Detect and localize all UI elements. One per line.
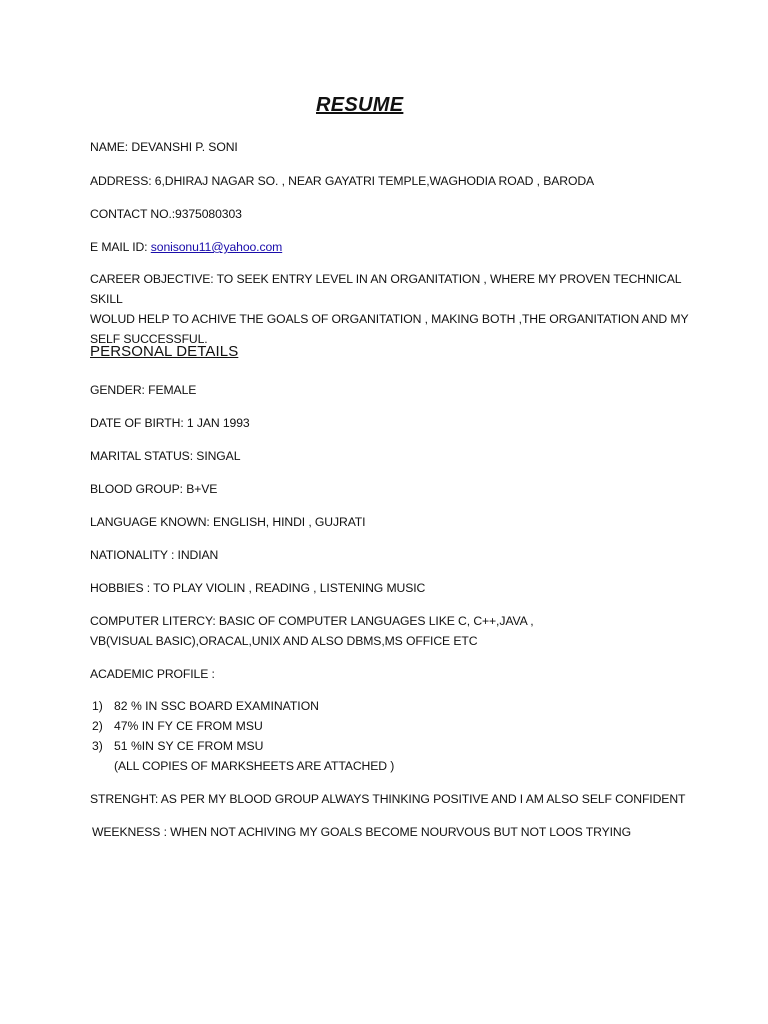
academic-note: (ALL COPIES OF MARKSHEETS ARE ATTACHED ) — [114, 759, 395, 773]
strength-line: STRENGHT: AS PER MY BLOOD GROUP ALWAYS THINKING POSITIVE AND I AM ALSO SELF CONFIDENT — [90, 792, 686, 806]
page-title: RESUME — [316, 94, 404, 116]
list-number: 1) — [92, 699, 103, 713]
list-number: 3) — [92, 739, 103, 753]
academic-profile-heading: ACADEMIC PROFILE : — [90, 667, 215, 681]
computer-literacy-line: COMPUTER LITERCY: BASIC OF COMPUTER LANGUAGES LIKE C, C++,JAVA , — [90, 614, 534, 628]
email-label: E MAIL ID: — [90, 240, 151, 254]
academic-item — [92, 716, 263, 736]
academic-item-text: 82 % IN SSC BOARD EXAMINATION — [114, 699, 319, 713]
academic-item-text: 47% IN FY CE FROM MSU — [114, 719, 263, 733]
computer-literacy-line: VB(VISUAL BASIC),ORACAL,UNIX AND ALSO DBMS,MS OFFICE ETC — [90, 634, 478, 648]
address-line: ADDRESS: 6,DHIRAJ NAGAR SO. , NEAR GAYATRI TEMPLE,WAGHODIA ROAD , BARODA — [90, 174, 595, 188]
blood-group-line: BLOOD GROUP: B+VE — [90, 482, 218, 496]
marital-status-line: MARITAL STATUS: SINGAL — [90, 449, 241, 463]
career-objective-line: SELF SUCCESSFUL. — [90, 332, 208, 346]
nationality-line: NATIONALITY : INDIAN — [90, 548, 219, 562]
career-objective-line: CAREER OBJECTIVE: TO SEEK ENTRY LEVEL IN AN ORGANITATION , WHERE MY PROVEN TECHNICAL SKILL — [90, 272, 681, 306]
career-objective — [90, 269, 690, 349]
name-line: NAME: DEVANSHI P. SONI — [90, 140, 238, 154]
academic-item — [92, 696, 319, 716]
gender-line: GENDER: FEMALE — [90, 383, 197, 397]
email-line — [90, 237, 282, 257]
academic-item-text: 51 %IN SY CE FROM MSU — [114, 739, 264, 753]
academic-item — [92, 736, 263, 756]
language-line: LANGUAGE KNOWN: ENGLISH, HINDI , GUJRATI — [90, 515, 366, 529]
personal-details-heading: PERSONAL DETAILS — [90, 343, 239, 360]
computer-literacy — [90, 611, 690, 651]
career-objective-line: WOLUD HELP TO ACHIVE THE GOALS OF ORGANITATION , MAKING BOTH ,THE ORGANITATION AND MY — [90, 312, 689, 326]
hobbies-line: HOBBIES : TO PLAY VIOLIN , READING , LISTENING MUSIC — [90, 581, 426, 595]
email-link[interactable]: sonisonu11@yahoo.com — [150, 240, 283, 254]
contact-line: CONTACT NO.:9375080303 — [90, 207, 242, 221]
weakness-line: WEEKNESS : WHEN NOT ACHIVING MY GOALS BECOME NOURVOUS BUT NOT LOOS TRYING — [92, 825, 631, 839]
dob-line: DATE OF BIRTH: 1 JAN 1993 — [90, 416, 250, 430]
list-number: 2) — [92, 719, 103, 733]
